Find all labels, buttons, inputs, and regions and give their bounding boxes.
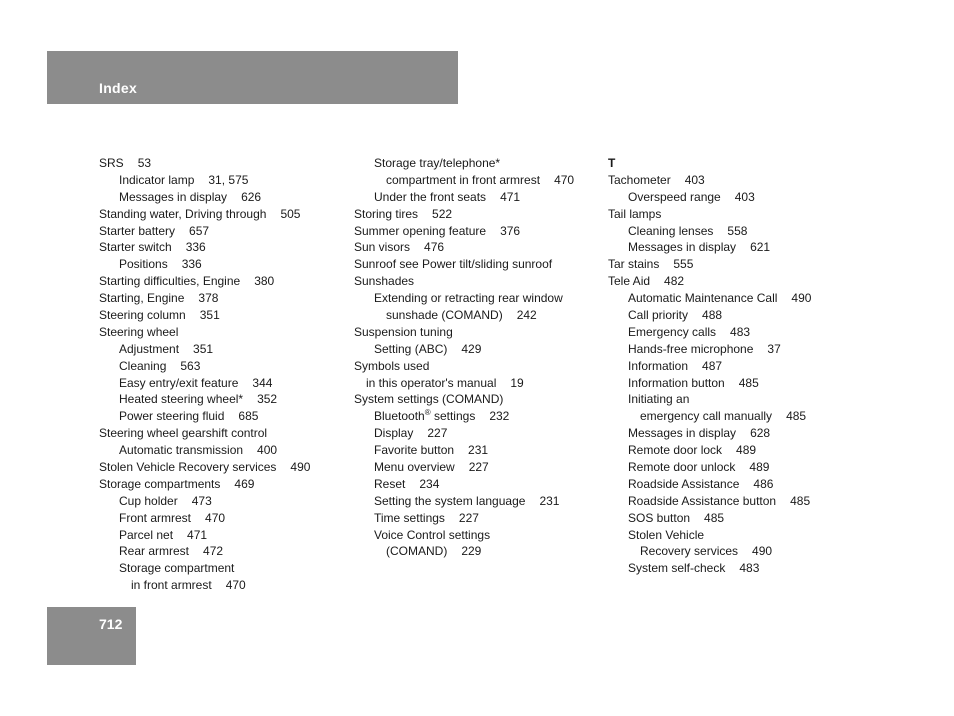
index-term: Automatic Maintenance Call xyxy=(628,291,778,306)
index-page-ref[interactable]: 352 xyxy=(257,392,278,407)
index-term: Hands-free microphone xyxy=(628,341,754,356)
index-entry xyxy=(99,189,349,206)
index-page-ref[interactable]: 485 xyxy=(738,375,759,390)
index-entry xyxy=(99,560,349,577)
index-entry xyxy=(354,425,604,442)
index-term: Starter switch xyxy=(99,240,172,255)
index-page-ref[interactable]: 490 xyxy=(290,460,311,475)
index-term: Information xyxy=(628,358,689,373)
page-title: Index xyxy=(99,80,138,96)
index-entry xyxy=(608,442,848,459)
index-entry xyxy=(354,239,604,256)
index-page-ref[interactable]: 505 xyxy=(280,206,301,221)
index-entry xyxy=(608,560,848,577)
index-entry xyxy=(608,341,848,358)
index-entry xyxy=(354,510,604,527)
index-term: Storage compartment xyxy=(119,561,235,576)
index-term: Power steering fluid xyxy=(119,409,225,424)
index-entry xyxy=(354,391,604,408)
index-term: Starting difficulties, Engine xyxy=(99,274,241,289)
index-term: Cleaning xyxy=(119,358,167,373)
index-page-ref[interactable]: 344 xyxy=(252,375,273,390)
index-page-ref[interactable]: 231 xyxy=(468,443,489,458)
index-term: in this operator's manual xyxy=(366,375,497,390)
index-entry xyxy=(354,273,604,290)
index-term: Tail lamps xyxy=(608,206,662,221)
index-term: Sun visors xyxy=(354,240,411,255)
index-page-ref[interactable]: 621 xyxy=(750,240,771,255)
index-column-1 xyxy=(99,155,349,594)
index-term: Setting (ABC) xyxy=(374,341,448,356)
index-page-ref[interactable]: 485 xyxy=(704,510,725,525)
index-term: Messages in display xyxy=(628,240,737,255)
index-entry xyxy=(354,290,604,307)
index-page-ref[interactable]: 336 xyxy=(185,240,206,255)
index-entry xyxy=(99,223,349,240)
index-page-ref[interactable]: 470 xyxy=(205,510,226,525)
index-page-ref[interactable]: 483 xyxy=(739,561,760,576)
index-term: Standing water, Driving through xyxy=(99,206,267,221)
index-term: Stolen Vehicle Recovery services xyxy=(99,460,277,475)
index-term: Messages in display xyxy=(119,189,228,204)
index-term: Remote door unlock xyxy=(628,460,736,475)
index-term: Emergency calls xyxy=(628,324,717,339)
registered-mark: ® xyxy=(424,408,431,418)
index-entry xyxy=(354,189,604,206)
index-term: Menu overview xyxy=(374,460,455,475)
index-entry xyxy=(608,223,848,240)
index-term: sunshade (COMAND) xyxy=(386,308,503,323)
index-term: Tele Aid xyxy=(608,274,651,289)
index-term: in front armrest xyxy=(131,578,212,593)
index-entry xyxy=(354,223,604,240)
index-page-ref[interactable]: 476 xyxy=(424,240,445,255)
index-term: Call priority xyxy=(628,308,689,323)
index-entry xyxy=(608,375,848,392)
index-page-ref[interactable]: 232 xyxy=(489,409,510,424)
index-term: Storing tires xyxy=(354,206,419,221)
index-page-ref[interactable]: 483 xyxy=(730,324,751,339)
index-term: emergency call manually xyxy=(640,409,773,424)
index-entry xyxy=(99,358,349,375)
index-entry xyxy=(354,442,604,459)
index-page-ref[interactable]: 227 xyxy=(468,460,489,475)
index-term: Under the front seats xyxy=(374,189,487,204)
index-page-ref[interactable]: 486 xyxy=(753,476,774,491)
index-page-ref[interactable]: 487 xyxy=(702,358,723,373)
index-term: Initiating an xyxy=(628,392,690,407)
index-entry xyxy=(354,459,604,476)
index-page-ref[interactable]: 482 xyxy=(664,274,685,289)
index-entry xyxy=(608,543,848,560)
index-page-ref[interactable]: 227 xyxy=(458,510,479,525)
index-entry xyxy=(354,358,604,375)
index-entry xyxy=(354,307,604,324)
index-term: Indicator lamp xyxy=(119,172,195,187)
index-page-ref[interactable]: 555 xyxy=(673,257,694,272)
page-number: 712 xyxy=(99,616,123,632)
index-term: Messages in display xyxy=(628,426,737,441)
index-term: Recovery services xyxy=(640,544,739,559)
index-page-ref[interactable]: 628 xyxy=(750,426,771,441)
index-term: Favorite button xyxy=(374,443,455,458)
index-term: compartment in front armrest xyxy=(386,172,541,187)
index-term: T xyxy=(608,156,616,170)
index-entry xyxy=(608,493,848,510)
index-entry xyxy=(99,273,349,290)
index-entry xyxy=(608,206,848,223)
index-page-ref[interactable]: 472 xyxy=(203,544,224,559)
index-page-ref[interactable]: 227 xyxy=(427,426,448,441)
index-entry xyxy=(99,256,349,273)
index-term: Rear armrest xyxy=(119,544,190,559)
index-entry xyxy=(99,391,349,408)
index-entry xyxy=(354,206,604,223)
page-number-box xyxy=(47,607,136,665)
index-term: Cup holder xyxy=(119,493,178,508)
index-term: Stolen Vehicle xyxy=(628,527,705,542)
index-entry xyxy=(99,543,349,560)
index-entry xyxy=(608,408,848,425)
index-letter-heading xyxy=(608,155,848,172)
index-page-ref[interactable]: 471 xyxy=(187,527,208,542)
index-term: Front armrest xyxy=(119,510,192,525)
index-page-ref[interactable]: 403 xyxy=(734,189,755,204)
index-page-ref[interactable]: 685 xyxy=(238,409,259,424)
index-term: Steering column xyxy=(99,308,186,323)
index-page-ref[interactable]: 37 xyxy=(767,341,781,356)
index-entry xyxy=(99,510,349,527)
index-term: Summer opening feature xyxy=(354,223,487,238)
index-entry xyxy=(354,543,604,560)
index-term: Parcel net xyxy=(119,527,174,542)
index-term: Storage compartments xyxy=(99,476,221,491)
index-entry xyxy=(608,476,848,493)
index-page-ref[interactable]: 471 xyxy=(500,189,521,204)
index-page-ref[interactable]: 429 xyxy=(461,341,482,356)
index-entry xyxy=(99,155,349,172)
index-page-ref[interactable]: 376 xyxy=(500,223,521,238)
index-entry xyxy=(608,256,848,273)
index-entry xyxy=(99,206,349,223)
index-term: Steering wheel xyxy=(99,324,179,339)
index-term: Starter battery xyxy=(99,223,176,238)
index-page-ref[interactable]: 234 xyxy=(419,476,440,491)
index-page-ref[interactable]: 469 xyxy=(234,476,255,491)
index-term: Extending or retracting rear window xyxy=(374,291,563,306)
index-entry xyxy=(608,239,848,256)
index-page-ref[interactable]: 470 xyxy=(225,578,246,593)
index-entry xyxy=(608,273,848,290)
index-term: Display xyxy=(374,426,414,441)
index-term: Setting the system language xyxy=(374,493,526,508)
index-entry xyxy=(99,172,349,189)
index-term: Roadside Assistance xyxy=(628,476,740,491)
index-entry xyxy=(354,256,604,273)
index-page-ref[interactable]: 229 xyxy=(461,544,482,559)
index-page-ref[interactable]: 378 xyxy=(198,291,219,306)
index-page-ref[interactable]: 490 xyxy=(791,291,812,306)
index-term: Symbols used xyxy=(354,358,430,373)
index-term: Reset xyxy=(374,476,406,491)
index-page-ref[interactable]: 485 xyxy=(790,493,811,508)
index-entry xyxy=(354,324,604,341)
index-term: SOS button xyxy=(628,510,691,525)
index-entry xyxy=(99,577,349,594)
index-term: Automatic transmission xyxy=(119,443,244,458)
index-page-ref[interactable]: 485 xyxy=(786,409,807,424)
index-page-ref[interactable]: 470 xyxy=(554,172,575,187)
index-entry xyxy=(99,527,349,544)
index-entry xyxy=(99,442,349,459)
index-page-ref[interactable]: 563 xyxy=(180,358,201,373)
index-entry xyxy=(608,391,848,408)
index-term: System settings (COMAND) xyxy=(354,392,504,407)
index-entry xyxy=(99,324,349,341)
index-entry xyxy=(99,425,349,442)
index-entry xyxy=(354,172,604,189)
index-term: Overspeed range xyxy=(628,189,721,204)
index-page-ref[interactable]: 19 xyxy=(510,375,524,390)
index-term: Steering wheel gearshift control xyxy=(99,426,268,441)
index-page-ref[interactable]: 380 xyxy=(254,274,275,289)
index-term: Adjustment xyxy=(119,341,180,356)
index-page-ref[interactable]: 489 xyxy=(749,460,770,475)
index-page-ref[interactable]: 351 xyxy=(193,341,214,356)
index-entry xyxy=(354,527,604,544)
index-page-ref[interactable]: 657 xyxy=(189,223,210,238)
index-entry xyxy=(608,425,848,442)
index-entry xyxy=(99,290,349,307)
index-entry xyxy=(354,375,604,392)
index-entry xyxy=(354,408,604,425)
index-entry xyxy=(608,459,848,476)
index-page-ref[interactable]: 489 xyxy=(736,443,757,458)
header-band xyxy=(47,51,458,104)
index-entry xyxy=(99,375,349,392)
index-entry xyxy=(608,527,848,544)
index-term: System self-check xyxy=(628,561,726,576)
index-entry xyxy=(354,493,604,510)
index-entry xyxy=(99,408,349,425)
index-page-ref[interactable]: 351 xyxy=(199,308,220,323)
index-term: Tachometer xyxy=(608,172,671,187)
index-term: Starting, Engine xyxy=(99,291,185,306)
index-term: Suspension tuning xyxy=(354,324,453,339)
index-page-ref[interactable]: 403 xyxy=(684,172,705,187)
index-term: Sunroof see Power tilt/sliding sunroof xyxy=(354,257,553,272)
index-entry xyxy=(608,189,848,206)
index-entry xyxy=(99,239,349,256)
index-page-ref[interactable]: 53 xyxy=(137,156,152,170)
index-term: Heated steering wheel* xyxy=(119,392,244,407)
index-term: Roadside Assistance button xyxy=(628,493,777,508)
index-term: Sunshades xyxy=(354,274,415,289)
index-entry xyxy=(99,307,349,324)
index-term: Remote door lock xyxy=(628,443,723,458)
index-page-ref[interactable]: 336 xyxy=(181,257,202,272)
index-entry xyxy=(99,476,349,493)
index-entry xyxy=(99,459,349,476)
index-entry xyxy=(354,155,604,172)
index-column-3 xyxy=(608,155,848,577)
index-page-ref[interactable]: 558 xyxy=(727,223,748,238)
index-entry xyxy=(99,493,349,510)
index-entry xyxy=(608,172,848,189)
index-term: Information button xyxy=(628,375,725,390)
index-page-ref[interactable]: 488 xyxy=(702,308,723,323)
index-term: Positions xyxy=(119,257,168,272)
index-page-ref[interactable]: 490 xyxy=(752,544,773,559)
index-term: Voice Control settings xyxy=(374,527,491,542)
index-term: Bluetooth xyxy=(374,409,425,424)
index-term: Cleaning lenses xyxy=(628,223,714,238)
index-term: Time settings xyxy=(374,510,445,525)
index-term-suffix: settings xyxy=(430,409,476,424)
index-entry xyxy=(99,341,349,358)
index-page-ref[interactable]: 522 xyxy=(432,206,453,221)
index-page-ref[interactable]: 626 xyxy=(241,189,262,204)
index-entry xyxy=(608,510,848,527)
index-entry xyxy=(354,476,604,493)
index-page-ref[interactable]: 231 xyxy=(539,493,560,508)
index-page-ref[interactable]: 242 xyxy=(516,308,537,323)
index-page-ref[interactable]: 473 xyxy=(191,493,212,508)
index-entry xyxy=(608,358,848,375)
index-term: Storage tray/telephone* xyxy=(374,156,501,170)
index-page-ref[interactable]: 31, 575 xyxy=(208,172,249,187)
index-page-ref[interactable]: 400 xyxy=(257,443,278,458)
index-entry xyxy=(608,290,848,307)
index-entry xyxy=(608,307,848,324)
index-term: Easy entry/exit feature xyxy=(119,375,239,390)
index-term: SRS xyxy=(99,156,124,170)
index-entry xyxy=(608,324,848,341)
index-column-2 xyxy=(354,155,604,560)
index-entry xyxy=(354,341,604,358)
index-term: Tar stains xyxy=(608,257,660,272)
index-term: (COMAND) xyxy=(386,544,448,559)
